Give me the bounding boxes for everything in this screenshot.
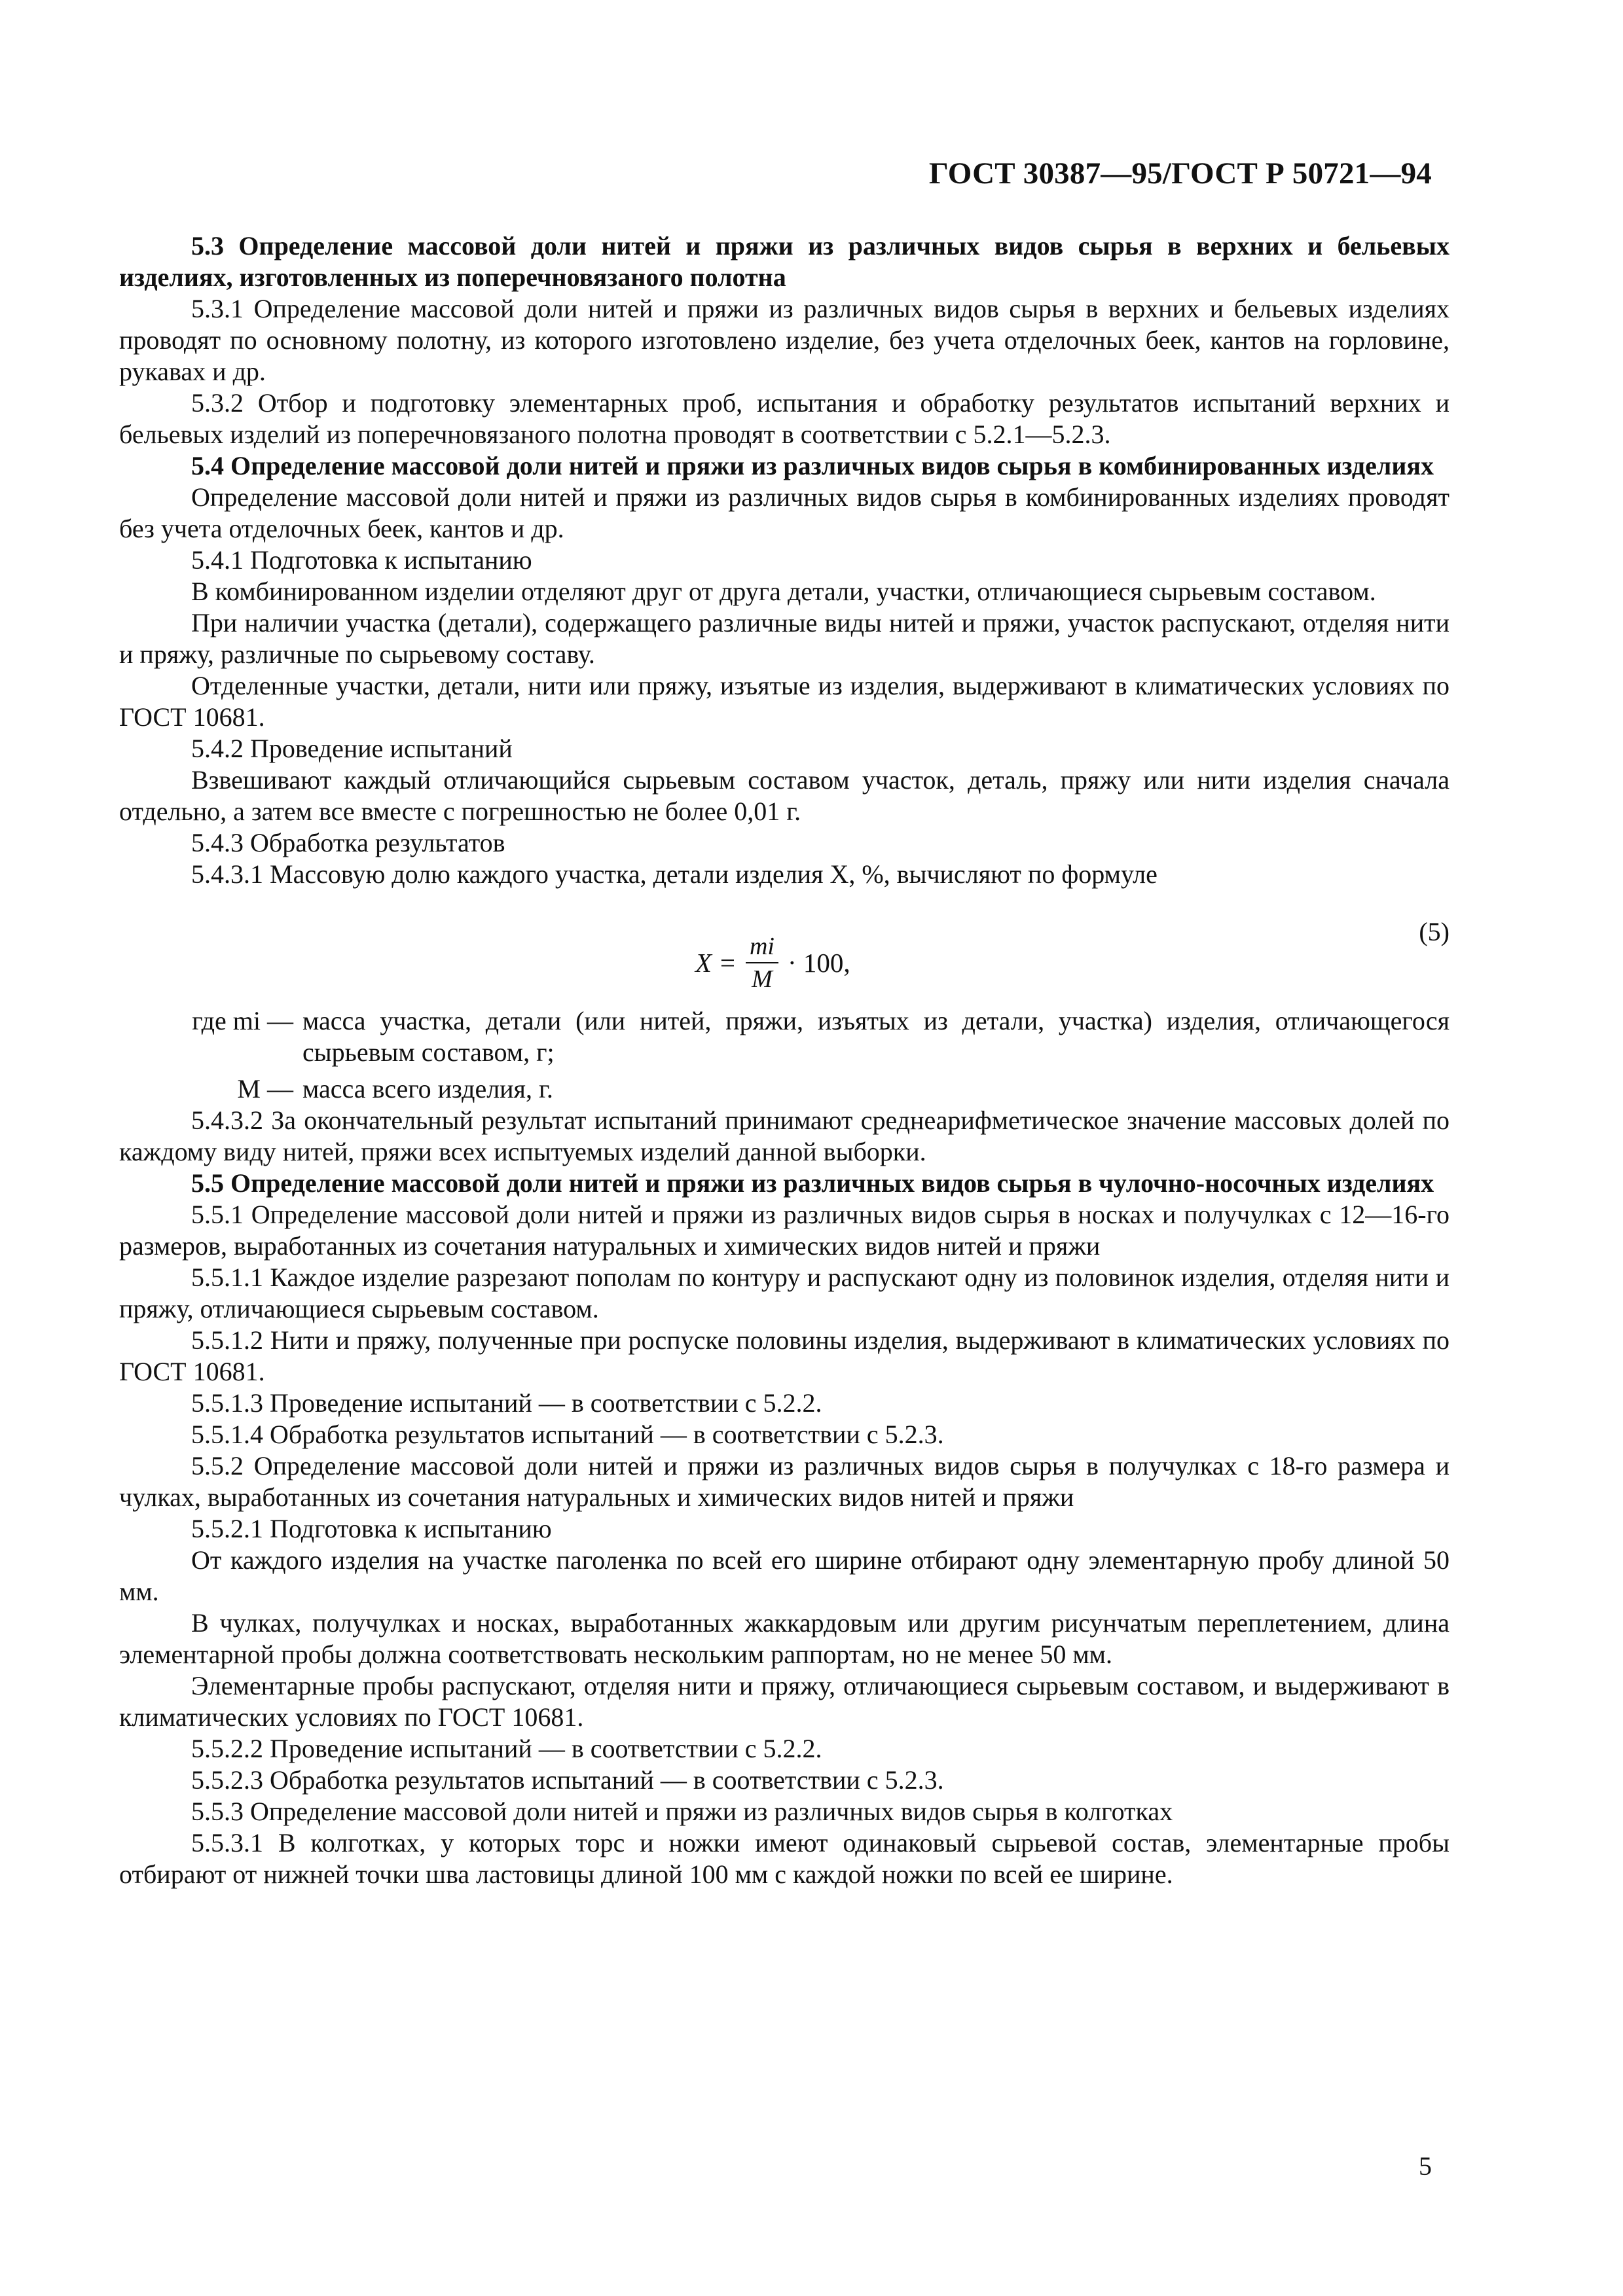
paragraph: 5.5.2 Определение массовой доли нитей и пряжи из различных видов сырья в получулках с 18-го размера и чулках, выработанных из сочетания натуральных и химических видов нитей и пряжи xyxy=(119,1451,1450,1512)
paragraph: В чулках, получулках и носках, выработанных жаккардовым или другим рисунчатым переплетением, длина элементарной пробы должна соответствовать нескольким раппортам, но не менее 50 мм. xyxy=(119,1608,1450,1669)
formula-5 xyxy=(119,902,1450,1000)
document-body xyxy=(119,230,1450,1890)
paragraph: 5.3.2 Отбор и подготовку элементарных проб, испытания и обработку результатов испытаний верхних и бельевых изделий из поперечновязаного полотна проводят в соответствии с 5.2.1—5.2.3. xyxy=(119,388,1450,449)
paragraph: 5.5.2.2 Проведение испытаний — в соответствии с 5.2.2. xyxy=(191,1734,822,1763)
section-heading: 5.3 Определение массовой доли нитей и пряжи из различных видов сырья в верхних и бельевых изделиях, изготовленных из поперечновязаного полотна xyxy=(119,231,1450,292)
where-item-m xyxy=(119,1073,1450,1105)
where-text: масса участка, детали (или нитей, пряжи, изъятых из детали, участка) изделия, отличающегося сырьевым составом, г; xyxy=(302,1006,1450,1067)
formula-lhs: X = xyxy=(695,948,737,978)
paragraph: 5.4.3.2 За окончательный результат испытаний принимают среднеарифметическое значение массовых долей по каждому виду нитей, пряжи всех испытуемых изделий данной выборки. xyxy=(119,1105,1450,1166)
paragraph: 5.4.1 Подготовка к испытанию xyxy=(191,545,532,575)
paragraph: Элементарные пробы распускают, отделяя нити и пряжу, отличающиеся сырьевым составом, и выдерживают в климатических условиях по ГОСТ 10681. xyxy=(119,1671,1450,1732)
formula-fraction xyxy=(746,932,778,994)
paragraph: 5.3.1 Определение массовой доли нитей и пряжи из различных видов сырья в верхних и бельевых изделиях проводят по основному полотну, из которого изготовлено изделие, без учета отделочных беек, кантов на горловине, рукавах и др. xyxy=(119,294,1450,386)
where-key: M — xyxy=(237,1074,293,1103)
paragraph: 5.5.1.3 Проведение испытаний — в соответствии с 5.2.2. xyxy=(191,1388,822,1418)
paragraph: 5.5.3 Определение массовой доли нитей и пряжи из различных видов сырья в колготках xyxy=(191,1797,1173,1826)
paragraph: 5.5.3.1 В колготках, у которых торс и ножки имеют одинаковый сырьевой состав, элементарные пробы отбирают от нижней точки шва ластовицы длиной 100 мм с каждой ножки по всей ее ширине. xyxy=(119,1828,1450,1889)
formula-rhs: · 100, xyxy=(787,948,850,978)
paragraph: Взвешивают каждый отличающийся сырьевым составом участок, деталь, пряжу или нити изделия сначала отдельно, а затем все вместе с погрешностью не более 0,01 г. xyxy=(119,765,1450,826)
section-heading: 5.4 Определение массовой доли нитей и пряжи из различных видов сырья в комбинированных изделиях xyxy=(191,451,1434,480)
formula-number: (5) xyxy=(1419,917,1450,946)
paragraph: 5.4.2 Проведение испытаний xyxy=(191,734,513,763)
paragraph: Отделенные участки, детали, нити или пряжу, изъятые из изделия, выдерживают в климатических условиях по ГОСТ 10681. xyxy=(119,671,1450,732)
paragraph: 5.5.2.1 Подготовка к испытанию xyxy=(191,1514,552,1543)
formula-expression xyxy=(695,932,850,994)
paragraph: 5.5.2.3 Обработка результатов испытаний — в соответствии с 5.2.3. xyxy=(191,1765,944,1795)
paragraph: 5.5.1 Определение массовой доли нитей и пряжи из различных видов сырья в носках и получулках с 12—16-го размеров, выработанных из сочетания натуральных и химических видов нитей и пряжи xyxy=(119,1200,1450,1261)
paragraph: 5.5.1.4 Обработка результатов испытаний — в соответствии с 5.2.3. xyxy=(191,1420,944,1449)
paragraph: От каждого изделия на участке паголенка по всей его ширине отбирают одну элементарную пробу длиной 50 мм. xyxy=(119,1545,1450,1606)
formula-denominator: M xyxy=(752,965,773,993)
paragraph: В комбинированном изделии отделяют друг от друга детали, участки, отличающиеся сырьевым составом. xyxy=(191,577,1376,606)
text-section-top xyxy=(119,230,1450,890)
text-section-bottom xyxy=(119,1105,1450,1890)
formula-numerator: mi xyxy=(746,932,778,963)
where-text: масса всего изделия, г. xyxy=(302,1074,553,1103)
paragraph: 5.4.3.1 Массовую долю каждого участка, детали изделия X, %, вычисляют по формуле xyxy=(191,859,1158,889)
section-heading: 5.5 Определение массовой доли нитей и пряжи из различных видов сырья в чулочно-носочных изделиях xyxy=(191,1168,1434,1198)
paragraph: 5.5.1.2 Нити и пряжу, полученные при роспуске половины изделия, выдерживают в климатических условиях по ГОСТ 10681. xyxy=(119,1325,1450,1386)
paragraph: При наличии участка (детали), содержащего различные виды нитей и пряжи, участок распускают, отделяя нити и пряжу, различные по сырьевому составу. xyxy=(119,608,1450,669)
where-item-mi xyxy=(119,1005,1450,1068)
document-header: ГОСТ 30387—95/ГОСТ Р 50721—94 xyxy=(928,156,1432,190)
where-key: где mi — xyxy=(192,1006,293,1035)
paragraph: 5.5.1.1 Каждое изделие разрезают пополам по контуру и распускают одну из половинок изделия, отделяя нити и пряжу, отличающиеся сырьевым составом. xyxy=(119,1263,1450,1323)
page-number: 5 xyxy=(1419,2151,1432,2181)
paragraph: 5.4.3 Обработка результатов xyxy=(191,828,505,857)
paragraph: Определение массовой доли нитей и пряжи из различных видов сырья в комбинированных изделиях проводят без учета отделочных беек, кантов и др. xyxy=(119,482,1450,543)
